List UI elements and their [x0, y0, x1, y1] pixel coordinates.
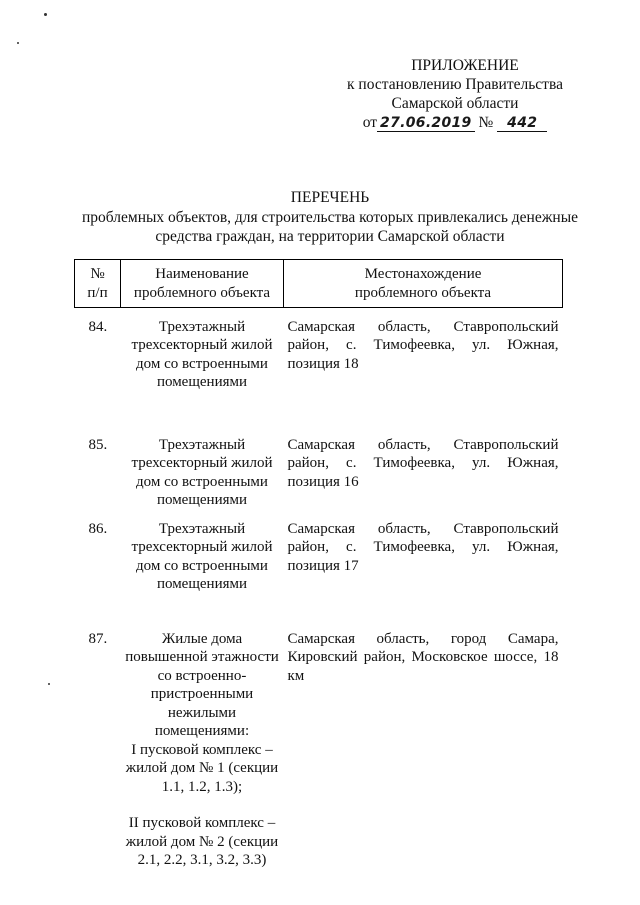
document-subheading	[60, 208, 600, 246]
number-label: №	[478, 114, 494, 131]
subheading-line-1: проблемных объектов, для строительства которых привлекались денежные	[81, 209, 579, 226]
header-name-line2: проблемного объекта	[133, 284, 271, 301]
row-location: Самарская область, Ставропольский район, с. Тимофеевка, ул. Южная, позиция 18	[287, 318, 559, 372]
appendix-block	[330, 56, 580, 133]
handwritten-date: 27.06.2019	[377, 115, 475, 132]
order-line	[330, 113, 580, 133]
table-row	[75, 520, 563, 594]
handwritten-number: 442	[497, 115, 547, 132]
scan-dot	[17, 42, 19, 44]
header-num-line1: №	[90, 266, 105, 282]
row-number: 86.	[88, 520, 108, 537]
table-row	[75, 630, 563, 870]
header-location-line1: Местонахождение	[364, 266, 482, 282]
header-num-line2: п/п	[87, 284, 108, 301]
object-name-main: Жилые дома повышенной этажности со встроенно-пристроенными нежилыми помещениями:	[125, 630, 279, 739]
row-object-name: Трехэтажный трехсекторный жилой дом со встроенными помещениями	[131, 520, 273, 592]
row-location: Самарская область, город Самара, Кировский район, Московское шоссе, 18 км	[287, 630, 559, 684]
row-number: 84.	[88, 318, 108, 335]
subheading-line-2: средства граждан, на территории Самарской области	[155, 228, 505, 245]
object-name-complex-2: II пусковой комплекс – жилой дом № 2 (секции 2.1, 2.2, 3.1, 3.2, 3.3)	[125, 815, 279, 868]
document-heading: ПЕРЕЧЕНЬ	[290, 189, 370, 206]
scan-dot	[44, 13, 47, 16]
row-number: 85.	[88, 436, 108, 453]
appendix-line-region: Самарской области	[391, 95, 519, 112]
header-name	[121, 260, 284, 308]
appendix-title: ПРИЛОЖЕНИЕ	[411, 57, 519, 74]
appendix-line-decree: к постановлению Правительства	[347, 76, 563, 93]
header-num	[75, 260, 121, 308]
from-label: от	[362, 114, 378, 131]
header-location	[284, 260, 563, 308]
scan-dot	[48, 683, 50, 685]
row-number: 87.	[88, 630, 108, 647]
row-location: Самарская область, Ставропольский район, с. Тимофеевка, ул. Южная, позиция 17	[287, 520, 559, 574]
header-name-line1: Наименование	[155, 266, 249, 282]
row-object-name: Трехэтажный трехсекторный жилой дом со встроенными помещениями	[131, 318, 273, 390]
object-name-complex-1: I пусковой комплекс – жилой дом № 1 (секции 1.1, 1.2, 1.3);	[125, 741, 279, 795]
header-location-line2: проблемного объекта	[354, 284, 492, 301]
row-object-name	[121, 630, 284, 870]
table-row	[75, 436, 563, 510]
row-location: Самарская область, Ставропольский район, с. Тимофеевка, ул. Южная, позиция 16	[287, 436, 559, 490]
row-object-name: Трехэтажный трехсекторный жилой дом со встроенными помещениями	[131, 436, 273, 508]
table-row	[75, 318, 563, 392]
objects-table	[74, 259, 563, 870]
table-header-row	[75, 260, 563, 308]
